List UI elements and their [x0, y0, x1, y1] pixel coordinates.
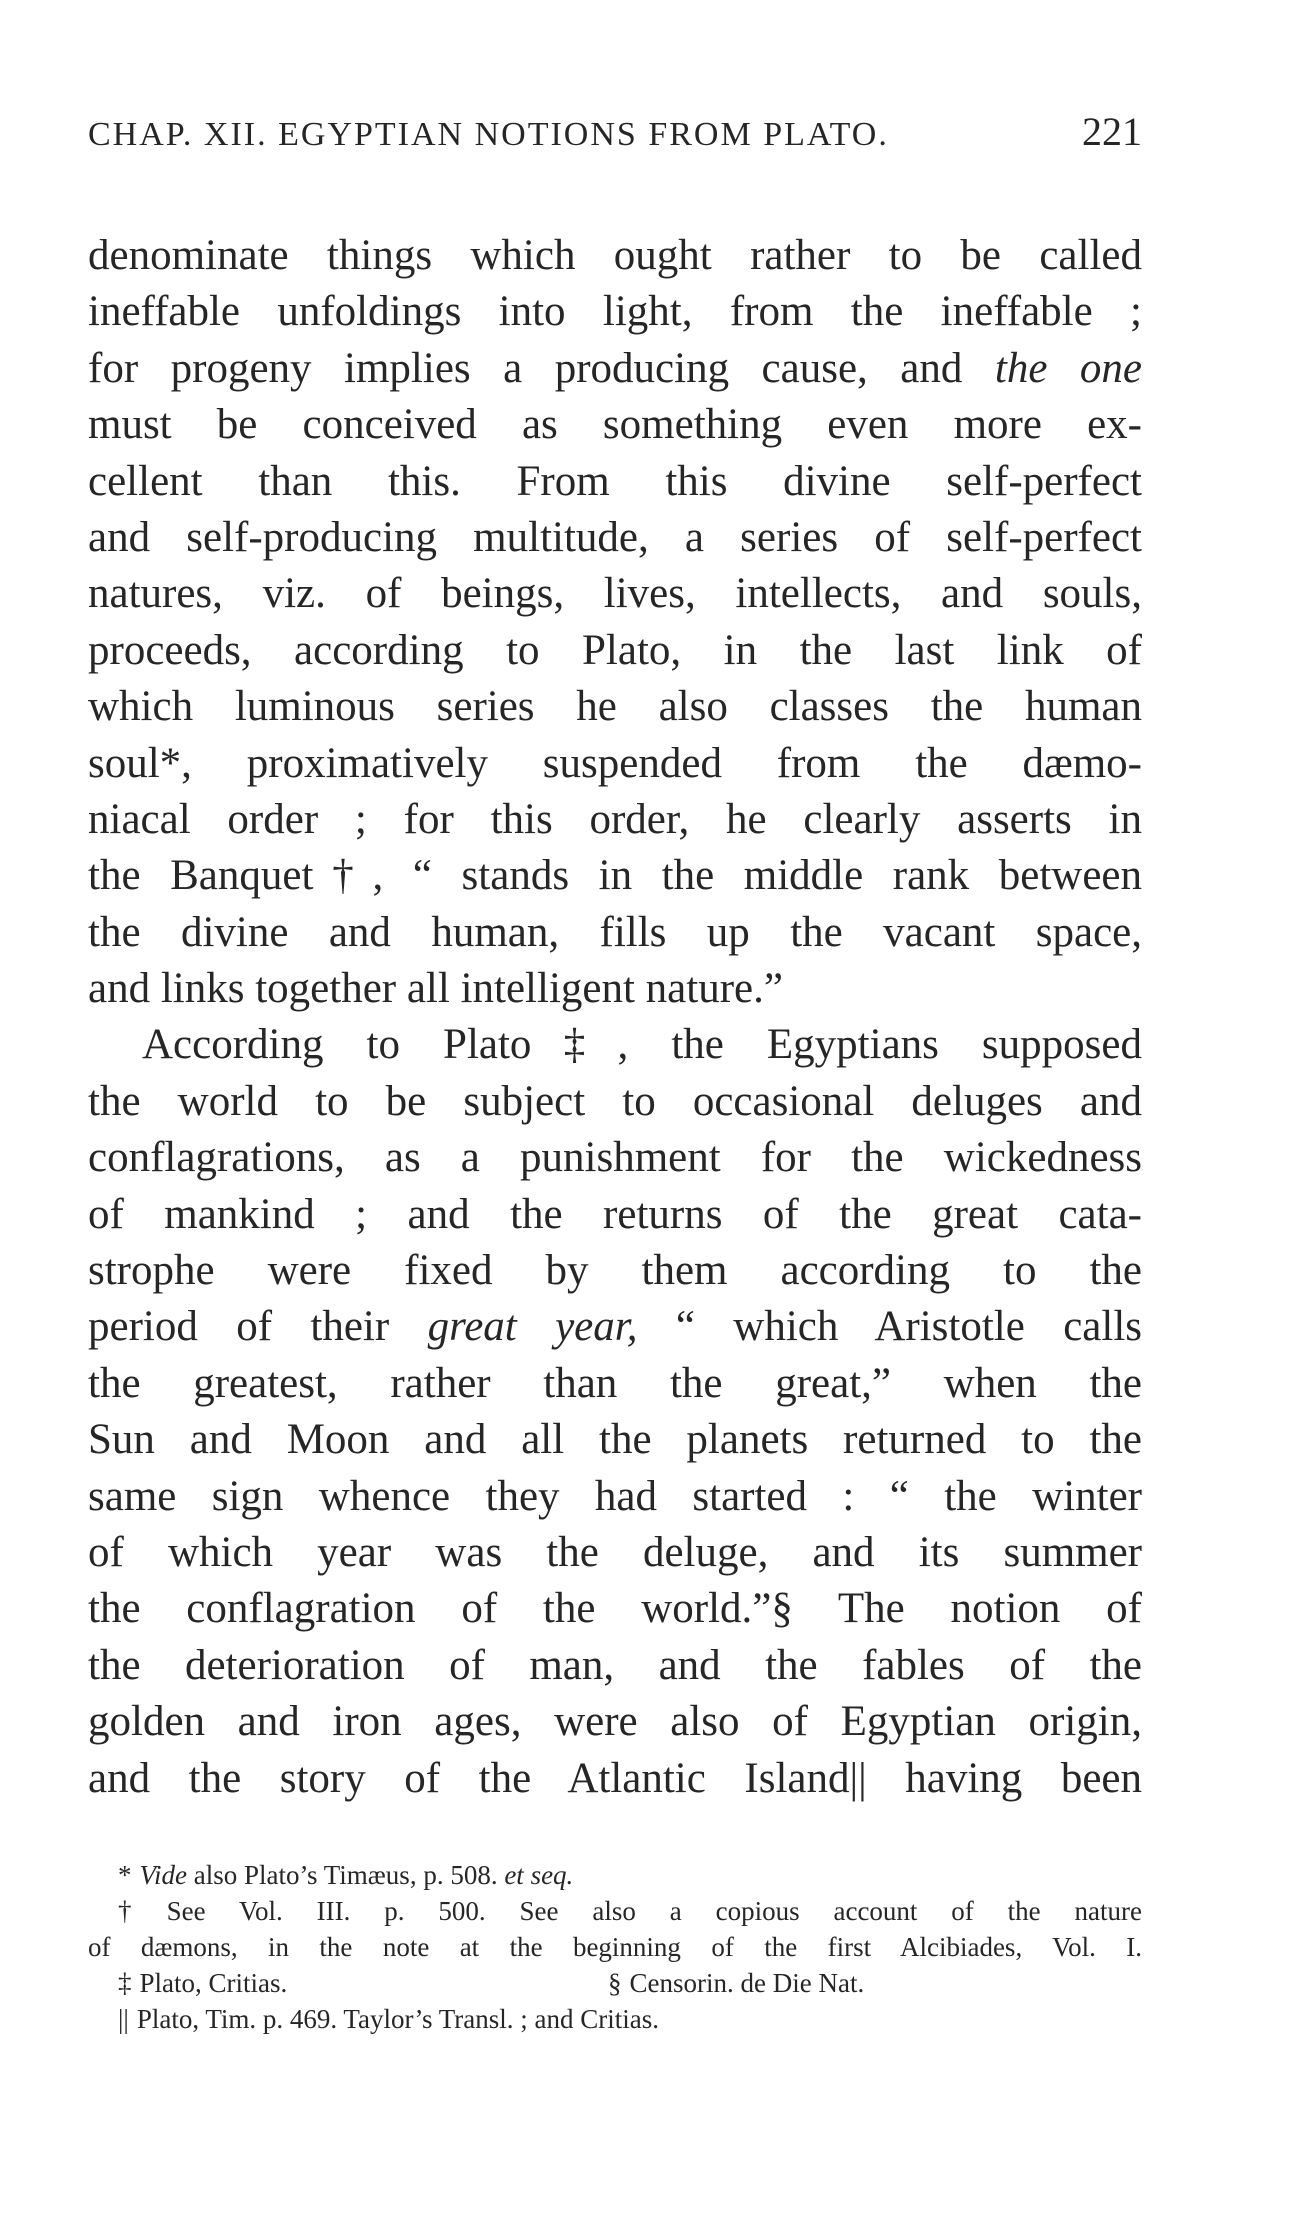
text-line: natures, viz. of beings, lives, intellects, and souls, [88, 570, 1142, 618]
text-line: of which year was the deluge, and its summer [88, 1528, 1142, 1576]
book-page [88, 108, 1142, 2037]
footnote [88, 1893, 1142, 1929]
text-line: the deterioration of man, and the fables of the [88, 1641, 1142, 1689]
running-header [88, 108, 1142, 162]
text-line: niacal order ; for this order, he clearly asserts in [88, 795, 1142, 843]
text-line: must be conceived as something even more ex- [88, 401, 1142, 449]
italic-phrase: the one [994, 344, 1142, 392]
text-line: of mankind ; and the returns of the great cata- [88, 1190, 1142, 1238]
footnote-mark: || [118, 2003, 129, 2034]
text-line: the Banquet†, “ stands in the middle rank between [88, 852, 1142, 900]
footnote-continuation: of dæmons, in the note at the beginning of the first Alcibiades, Vol. I. [88, 1931, 1142, 1962]
footnote [88, 2001, 1142, 2037]
text-line-segment: period of their [88, 1303, 428, 1351]
text-line: strophe were fixed by them according to the [88, 1247, 1142, 1295]
footnote-text: See Vol. III. p. 500. See also a copious account of the nature [166, 1895, 1142, 1926]
footnote-text: Plato, Critias. [139, 1967, 288, 1998]
text-line: denominate things which ought rather to be called [88, 232, 1142, 279]
italic-phrase: Vide [139, 1859, 187, 1890]
text-line: the conflagration of the world.”§ The notion of [88, 1585, 1142, 1633]
text-line: the world to be subject to occasional deluges and [88, 1077, 1142, 1125]
text-line-segment: for progeny implies a producing cause, and [88, 344, 995, 392]
footnote [608, 1965, 864, 2001]
text-line [88, 1299, 1142, 1355]
text-line: cellent than this. From this divine self-perfect [88, 457, 1142, 505]
footnotes [88, 1857, 1142, 2037]
italic-phrase: et seq. [504, 1859, 574, 1890]
text-line: and self-producing multitude, a series of self-perfect [88, 513, 1142, 561]
text-line: same sign whence they had started : “ the winter [88, 1472, 1142, 1520]
text-line: Sun and Moon and all the planets returned to the [88, 1416, 1142, 1464]
footnote-pair [88, 1965, 1142, 2001]
footnote-text: Censorin. de Die Nat. [629, 1967, 865, 1998]
text-line-segment: “ which Aristotle calls [637, 1303, 1142, 1351]
text-line: conflagrations, as a punishment for the wickedness [88, 1134, 1142, 1182]
text-line: which luminous series he also classes the human [88, 683, 1142, 731]
text-line: and links together all intelligent nature.” [88, 965, 783, 1013]
text-line: ineffable unfoldings into light, from the ineffable ; [88, 288, 1142, 336]
text-line: According to Plato‡, the Egyptians supposed [142, 1021, 1142, 1069]
main-text [88, 228, 1142, 1807]
footnote-text: also Plato’s Timæus, p. 508. [186, 1859, 505, 1890]
footnote [88, 1857, 1142, 1893]
text-line: golden and iron ages, were also of Egyptian origin, [88, 1698, 1142, 1746]
footnote-mark: † [118, 1895, 159, 1926]
italic-phrase: great year, [427, 1303, 638, 1351]
text-line: the divine and human, fills up the vacant space, [88, 908, 1142, 956]
text-line: the greatest, rather than the great,” when the [88, 1359, 1142, 1407]
running-title: CHAP. XII. EGYPTIAN NOTIONS FROM PLATO. [88, 116, 889, 153]
text-line: proceeds, according to Plato, in the last link of [88, 626, 1142, 674]
text-line: and the story of the Atlantic Island|| having been [88, 1754, 1142, 1802]
footnote-mark: ‡ [118, 1967, 132, 1998]
text-line [88, 341, 1142, 397]
footnote-mark: * [118, 1859, 132, 1890]
page-number: 221 [1082, 109, 1142, 154]
text-line: soul*, proximatively suspended from the dæmo- [88, 739, 1142, 787]
footnote [118, 1965, 608, 2001]
footnote-mark: § [608, 1967, 622, 1998]
footnote-text: Plato, Tim. p. 469. Taylor’s Transl. ; and Critias. [136, 2003, 660, 2034]
